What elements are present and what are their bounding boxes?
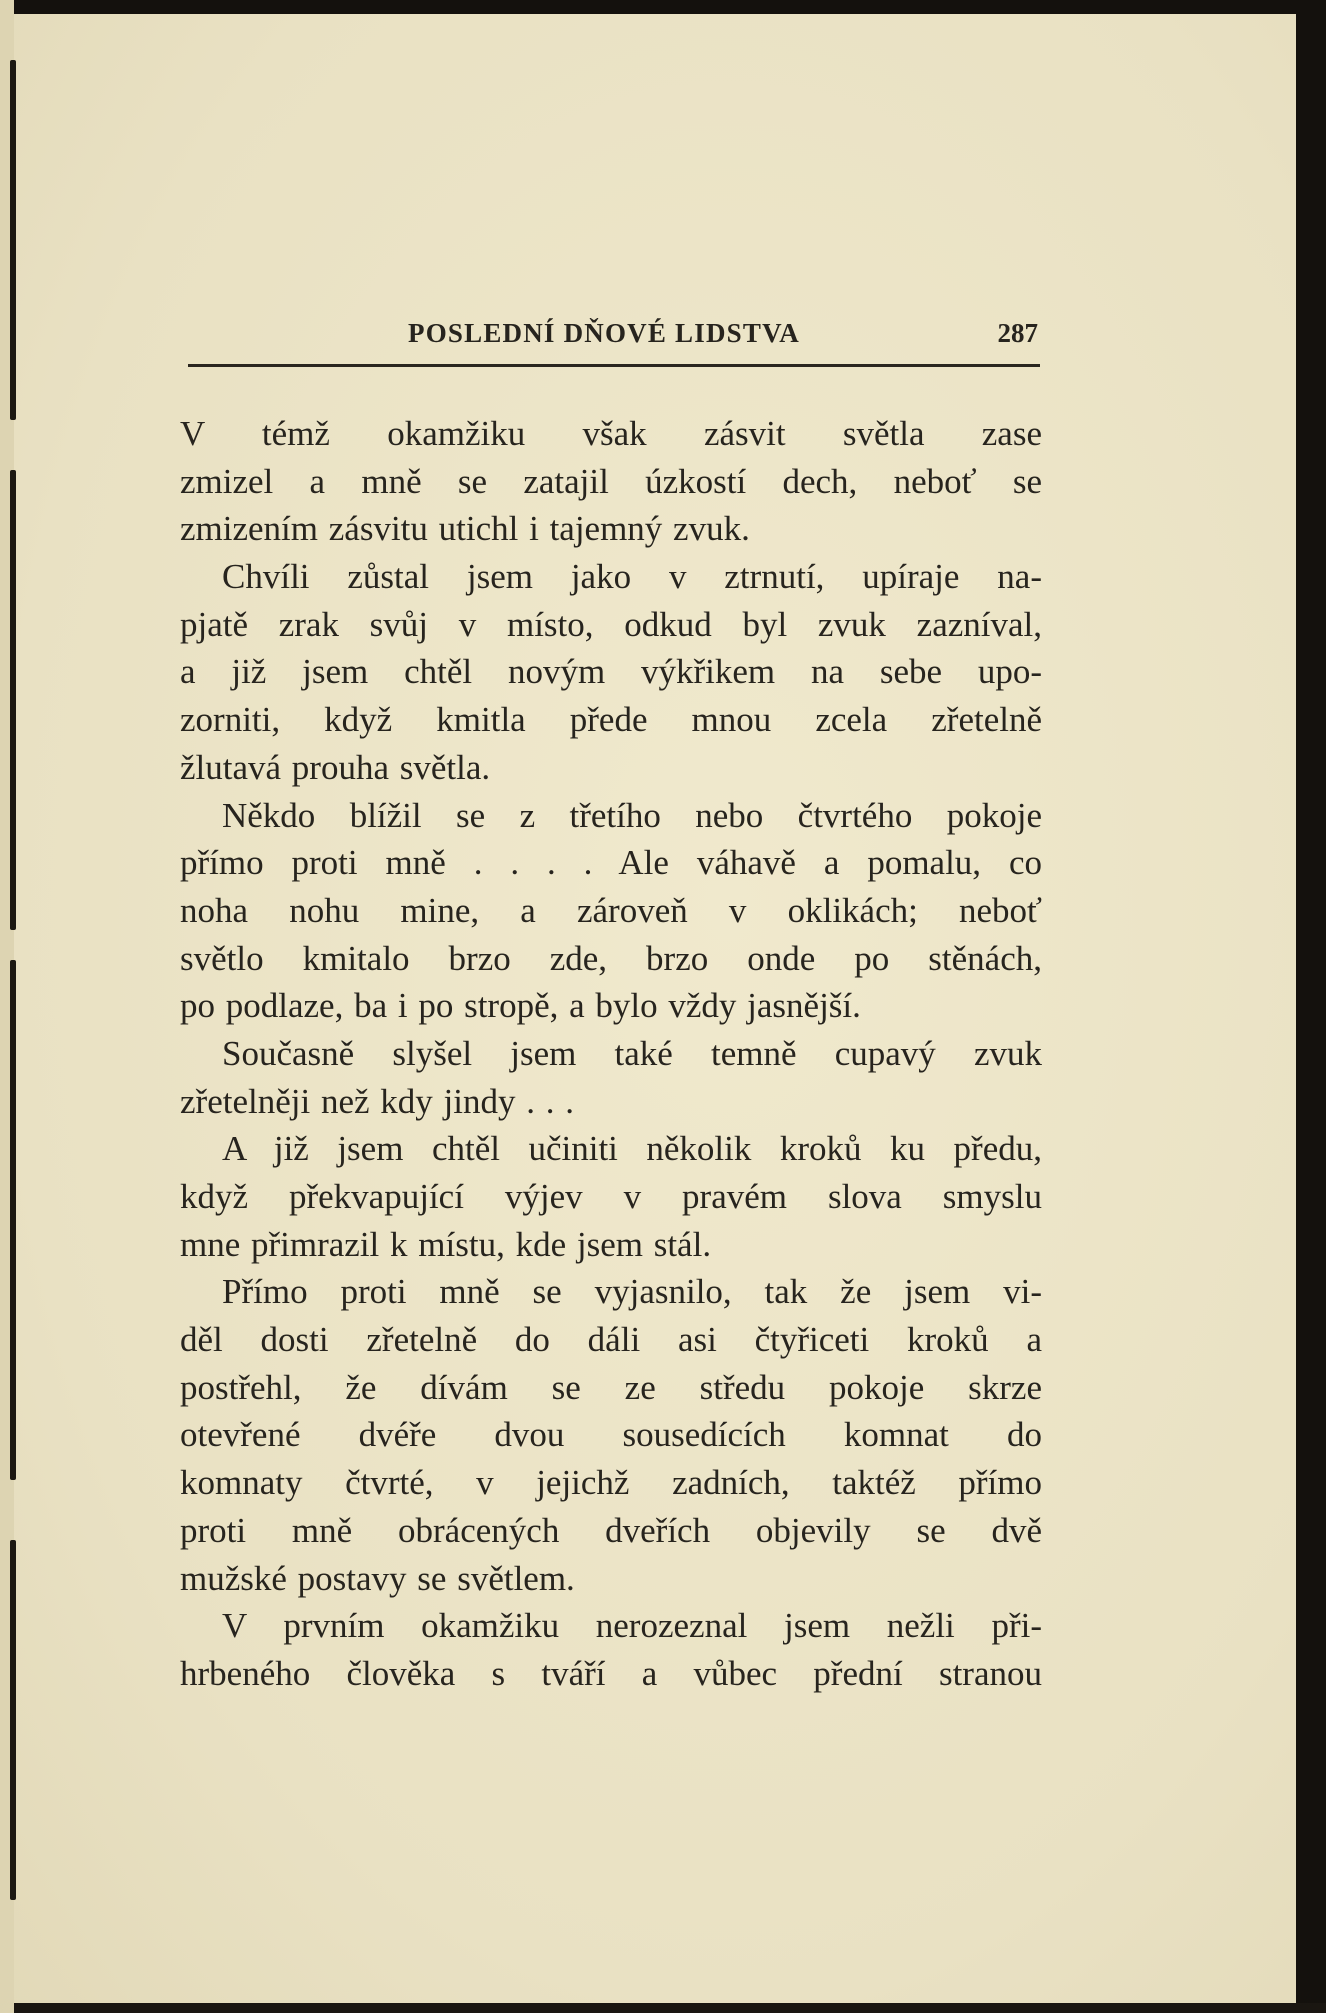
binding-mark [10,470,16,930]
text-line: hrbeného člověka s tváří a vůbec přední stranou [180,1653,1042,1693]
text-line: otevřené dvéře dvou sousedících komnat do [180,1415,1042,1455]
page-header [188,318,1040,358]
text-line: komnaty čtvrté, v jejichž zadních, taktéž přímo [180,1463,1042,1503]
text-line: zřetelněji než kdy jindy . . . [180,1081,574,1121]
binding-mark [10,1540,16,1900]
text-line: V prvním okamžiku nerozeznal jsem nežli při- [222,1606,1042,1646]
text-line: V témž okamžiku však zásvit světla zase [180,414,1042,453]
text-line: A již jsem chtěl učiniti několik kroků ku předu, [222,1129,1042,1169]
text-line: Někdo blížil se z třetího nebo čtvrtého pokoje [222,795,1042,835]
running-title: POSLEDNÍ DŇOVÉ LIDSTVA [408,318,800,348]
text-line: děl dosti zřetelně do dáli asi čtyřiceti kroků a [180,1320,1042,1360]
page-number: 287 [997,318,1038,348]
text-line: mne přimrazil k místu, kde jsem stál. [180,1224,712,1264]
text-line: světlo kmitalo brzo zde, brzo onde po stěnách, [180,938,1042,978]
scan-top-edge [0,0,1326,14]
header-rule [188,364,1040,367]
text-line: postřehl, že dívám se ze středu pokoje skrze [180,1367,1042,1407]
body-text [180,410,1042,1698]
text-line: žlutavá prouha světla. [180,747,491,787]
binding-mark [10,960,16,1480]
text-line: mužské postavy se světlem. [180,1558,575,1598]
text-line: Chvíli zůstal jsem jako v ztrnutí, upíraje na- [222,557,1042,597]
text-line: zmizením zásvitu utichl i tajemný zvuk. [180,509,750,549]
scan-right-edge [1296,0,1326,2013]
text-line: a již jsem chtěl novým výkřikem na sebe upo- [180,652,1042,692]
text-line: Současně slyšel jsem také temně cupavý zvuk [222,1033,1042,1073]
text-line: zorniti, když kmitla přede mnou zcela zřetelně [180,700,1042,740]
text-line: zmizel a mně se zatajil úzkostí dech, neboť se [180,461,1042,501]
text-line: Přímo proti mně se vyjasnilo, tak že jsem vi- [222,1272,1042,1312]
text-line: noha nohu mine, a zároveň v oklikách; neboť [180,890,1042,930]
text-line: po podlaze, ba i po stropě, a bylo vždy jasnější. [180,986,861,1026]
text-line: pjatě zrak svůj v místo, odkud byl zvuk zazníval, [180,604,1042,644]
text-line: přímo proti mně . . . . Ale váhavě a pomalu, co [180,843,1042,883]
text-line: když překvapující výjev v pravém slova smyslu [180,1177,1042,1216]
scan-bottom-edge [0,2003,1326,2013]
binding-mark [10,60,16,420]
text-line: proti mně obrácených dveřích objevily se dvě [180,1510,1042,1550]
